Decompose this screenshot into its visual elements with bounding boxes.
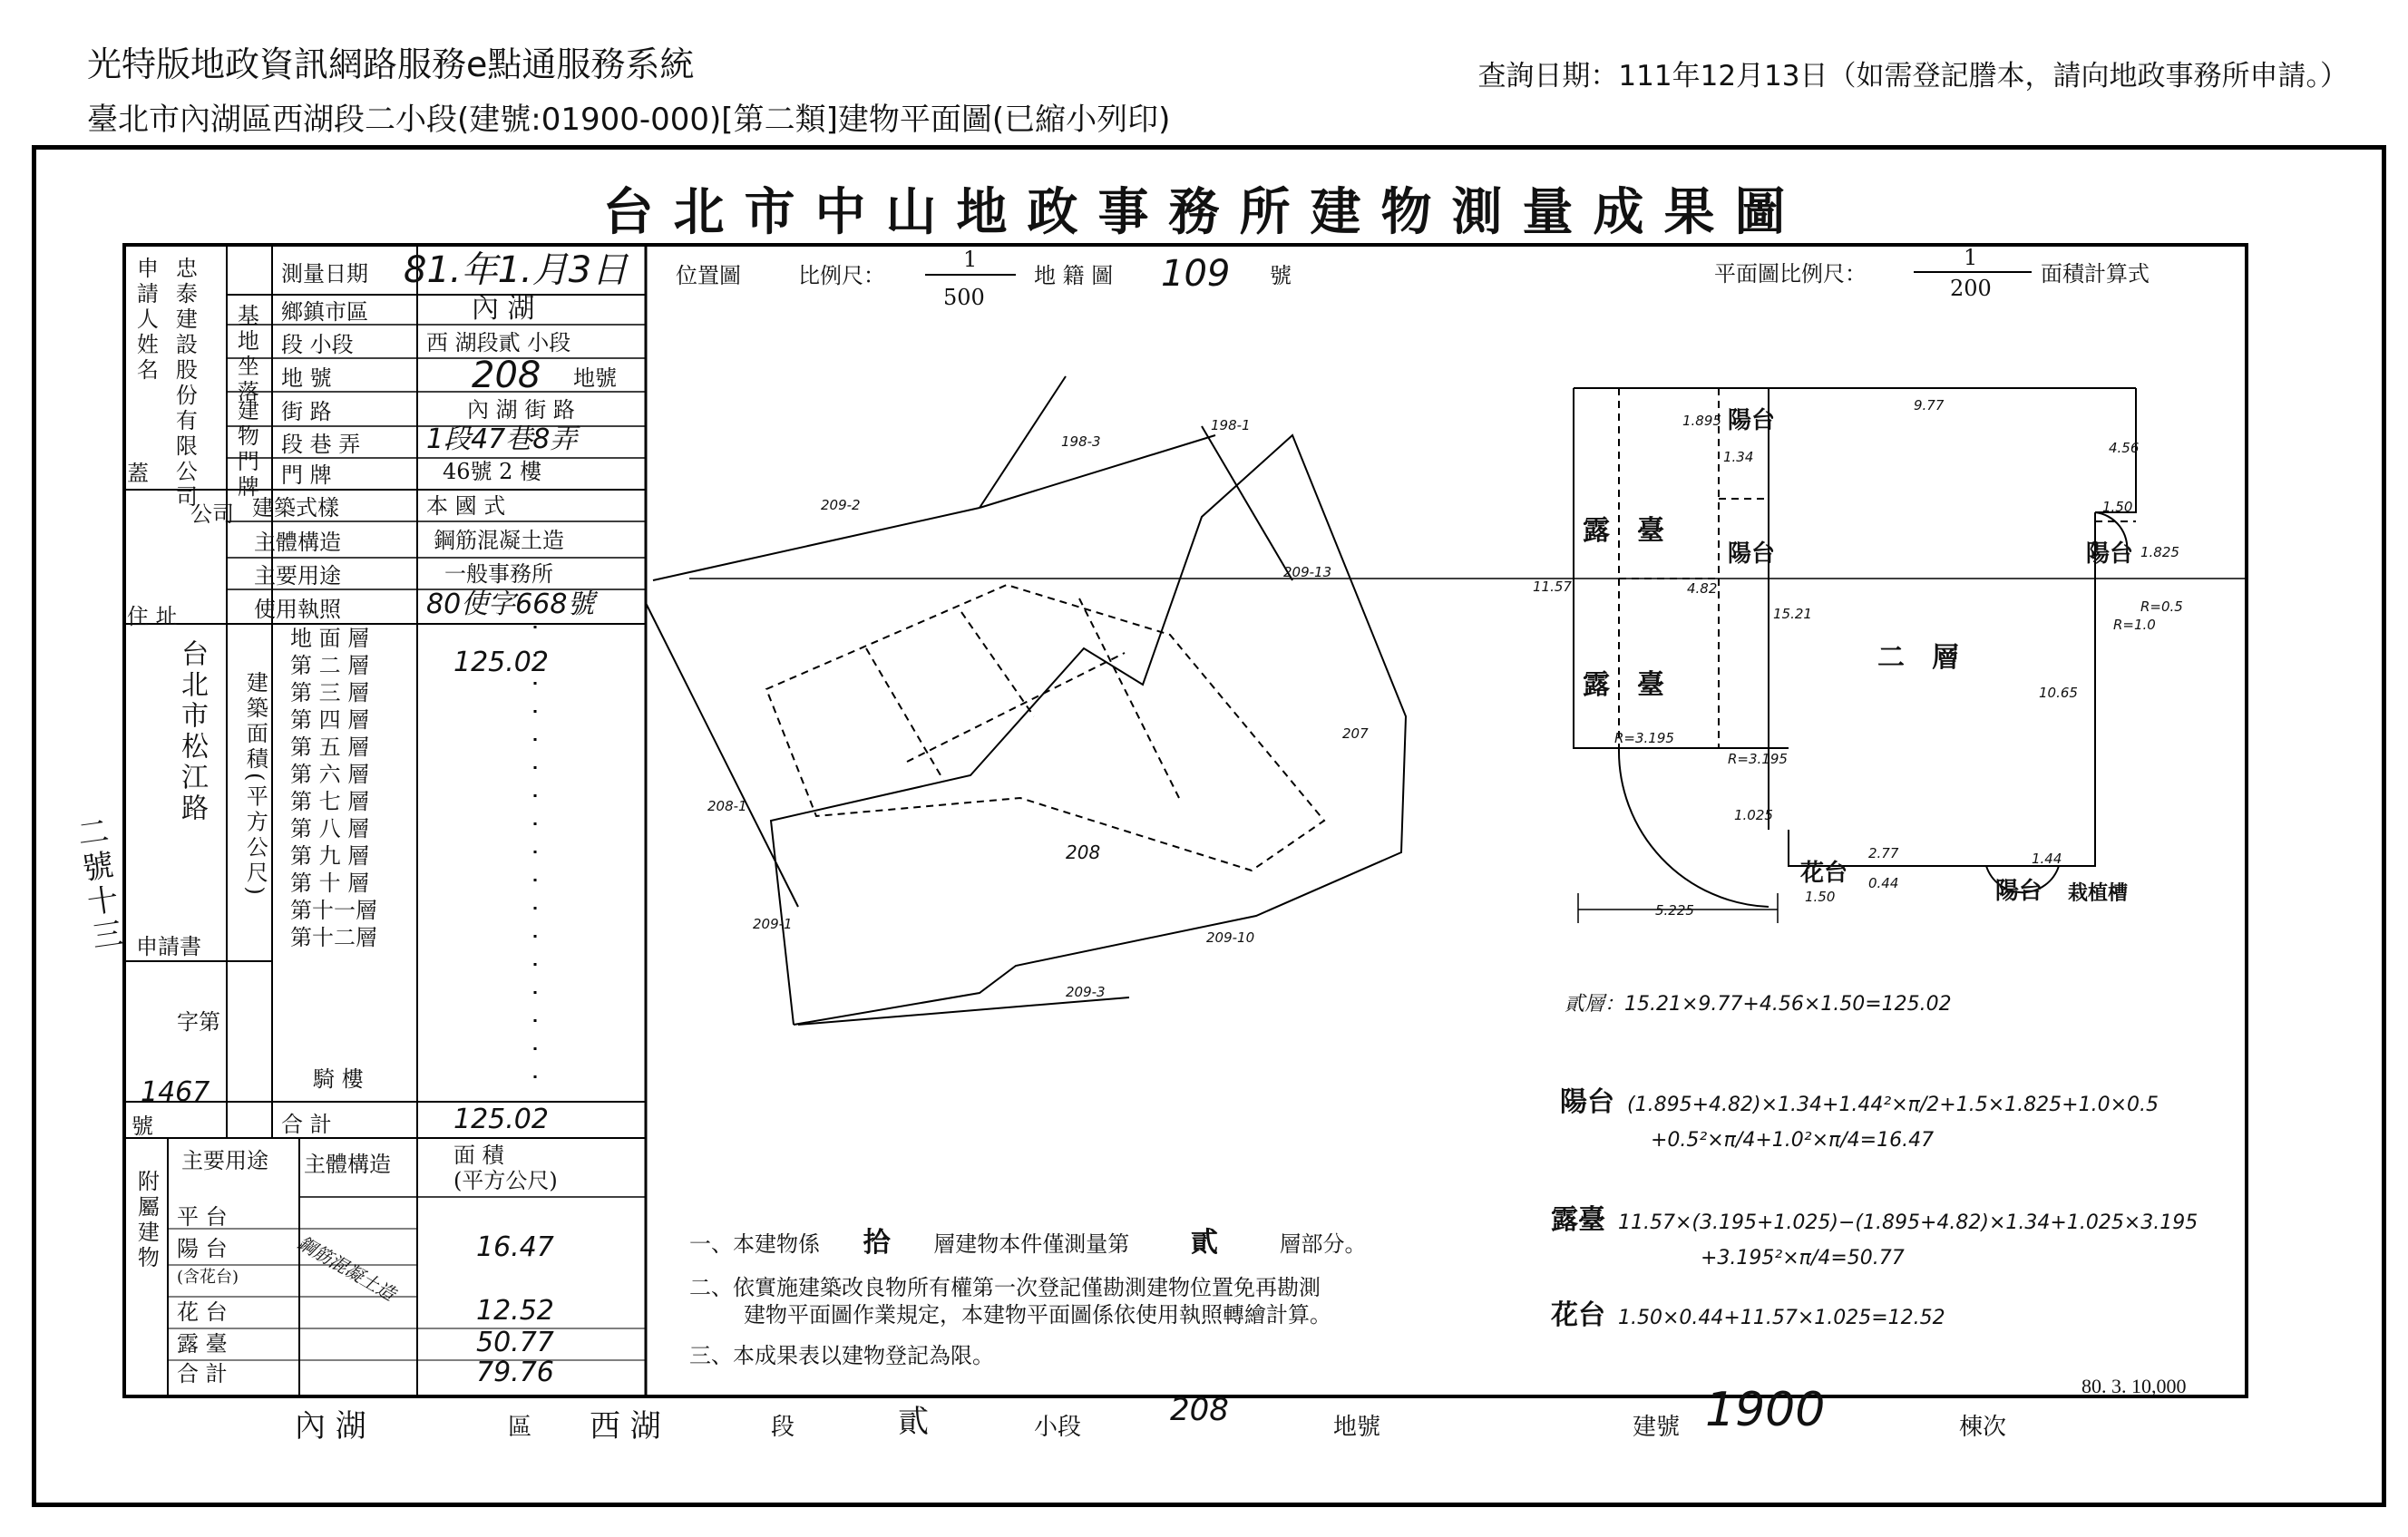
plan-dimension: R=3.195: [1614, 730, 1674, 746]
plan-dimension: 1.025: [1734, 807, 1773, 823]
location-map-label: 位置圖: [676, 263, 741, 288]
plan-dimension: R=3.195: [1728, 751, 1788, 767]
section-value: 西 湖段貳 小段: [426, 330, 571, 355]
footer-section-suffix: 段: [771, 1414, 795, 1441]
floor-name: 第 六 層: [290, 762, 370, 787]
plan-dimension: 1.50: [2102, 499, 2133, 515]
section-label: 段 小段: [281, 332, 354, 357]
street-label: 街 路: [281, 399, 332, 424]
floor-area-value: 125.02: [453, 647, 549, 678]
annex-row-value: 79.76: [476, 1357, 554, 1388]
query-date: 查詢日期：111年12月13日（如需登記謄本，請向地政事務所申請。）: [1477, 60, 2348, 92]
base-label: 基地坐落: [233, 304, 259, 405]
total-label: 合 計: [281, 1112, 332, 1137]
application-no: 1467: [141, 1076, 210, 1108]
floor-name: 第 二 層: [290, 653, 370, 678]
plan-calc-label: 面積計算式: [2041, 261, 2150, 287]
parcel-label: 208-1: [707, 798, 747, 814]
floor-name: 第 三 層: [290, 680, 370, 705]
annex-header-area: 面 積: [453, 1143, 504, 1168]
plan-label-balcony-4: 陽台: [1995, 878, 2043, 905]
plan-label-floor: 二層: [1877, 642, 1986, 674]
cadastral-map-no: 109: [1161, 253, 1231, 295]
note-1-b: 拾: [863, 1227, 891, 1259]
parcel-label: 209-3: [1066, 984, 1106, 1000]
style-label: 建築式樣: [252, 495, 339, 520]
parcel-label: 207: [1342, 725, 1369, 742]
annex-row-value: 12.52: [476, 1295, 554, 1327]
township-label: 鄉鎮市區: [281, 299, 368, 325]
lot-suffix: 地號: [573, 365, 617, 391]
document-title: 台北市中山地政事務所建物測量成果圖: [602, 182, 1806, 242]
parcel-center-label: 208: [1066, 841, 1101, 863]
plan-dimension: 4.82: [1687, 580, 1718, 597]
seal-label: 蓋: [127, 461, 149, 486]
location-scale-den: 500: [943, 285, 985, 310]
location-map-building: [766, 585, 1324, 871]
parcel-label: 198-1: [1211, 417, 1251, 433]
floor-name: 第 七 層: [290, 789, 370, 814]
plan-dimension: R=0.5: [2140, 598, 2183, 615]
arcade-label: 騎 樓: [313, 1066, 364, 1092]
calc-terrace-1: 11.57×(3.195+1.025)−(1.895+4.82)×1.34+1.025×3.195: [1618, 1211, 2198, 1234]
annex-side-label: 附屬建物: [133, 1170, 160, 1271]
plan-dimension: 2.77: [1868, 845, 1899, 861]
calc-flower-row-1: [1551, 1292, 1945, 1332]
annex-header-use: 主要用途: [181, 1148, 268, 1173]
annex-header-area-unit: (平方公尺): [453, 1168, 558, 1193]
application-suffix: 號: [132, 1114, 153, 1139]
parcel-label: 209-13: [1283, 564, 1332, 580]
system-name: 光特版地政資訊網路服務e點通服務系統: [87, 44, 695, 84]
applicant-label: 申請人姓名: [132, 257, 159, 384]
style-value: 本 國 式: [426, 493, 506, 519]
license-label: 使用執照: [254, 597, 341, 622]
note-2-b: 建物平面圖作業規定，本建物平面圖係依使用執照轉繪計算。: [744, 1302, 1331, 1328]
parcel-label: 209-10: [1206, 929, 1255, 946]
plan-dimension: R=1.0: [2113, 617, 2156, 633]
plan-label-terrace-1: 露臺: [1583, 515, 1691, 547]
plan-label-planter: 栽植槽: [2068, 881, 2129, 905]
note-1-c: 層建物本件僅測量第: [933, 1231, 1130, 1257]
document-subtitle: 臺北市內湖區西湖段二小段(建號:01900-000)[第二類]建物平面圖(已縮小列印): [87, 102, 1171, 138]
plan-dimension: 15.21: [1773, 606, 1812, 622]
number-value: 46號 2 樓: [443, 459, 542, 484]
calc-balcony-1: (1.895+4.82)×1.34+1.44²×π/2+1.5×1.825+1.0×0.5: [1627, 1094, 2159, 1116]
plan-label-flower-bed: 花台: [1800, 860, 1848, 887]
door-label: 建物門牌: [233, 399, 259, 501]
calc-flower-label: 花台: [1551, 1299, 1605, 1331]
plan-dimension: 1.44: [2032, 851, 2062, 867]
calc-terrace-2: +3.195²×π/4=50.77: [1701, 1247, 1905, 1269]
lane-value: 1段47巷8弄: [426, 423, 578, 455]
plan-dimension: 1.50: [1805, 889, 1836, 905]
annex-header-structure: 主體構造: [304, 1152, 391, 1177]
calc-terrace-label: 露臺: [1551, 1204, 1605, 1236]
address-label: 住 址: [127, 604, 178, 629]
structure-value: 鋼筋混凝土造: [434, 528, 564, 553]
company-label: 公司: [190, 501, 234, 527]
area-label: 建築面積(平方公尺): [242, 671, 268, 899]
footer-lot: 208: [1170, 1392, 1229, 1428]
footer-building-no: 1900: [1705, 1383, 1826, 1437]
use-value: 一般事務所: [444, 561, 553, 587]
annex-row-value: 16.47: [476, 1231, 554, 1263]
plan-dimension: 5.225: [1655, 902, 1694, 919]
note-1-a: 一、本建物係: [689, 1231, 820, 1257]
calc-second-floor: 貳層：15.21×9.77+4.56×1.50=125.02: [1565, 993, 1952, 1016]
parcel-label: 209-2: [821, 497, 861, 513]
floor-name: 第 十 層: [290, 871, 370, 896]
plan-dimension: 10.65: [2039, 685, 2078, 701]
note-2-a: 二、依實施建築改良物所有權第一次登記僅勘測建物位置免再勘測: [689, 1275, 1321, 1300]
plan-dimension: 4.56: [2109, 440, 2140, 456]
calc-flower-1: 1.50×0.44+11.57×1.025=12.52: [1618, 1307, 1945, 1329]
margin-note: 二號十三: [70, 813, 125, 956]
annex-row-value: 50.77: [476, 1327, 554, 1358]
plan-scale-den: 200: [1950, 276, 1992, 301]
footer-lot-suffix: 地號: [1333, 1414, 1381, 1441]
lot-value: 208: [472, 355, 541, 396]
annex-row-name: 露 臺: [177, 1331, 228, 1357]
floor-name: 第 四 層: [290, 707, 370, 733]
floor-name: 第十一層: [290, 898, 377, 923]
form-code: 80. 3. 10,000: [2081, 1375, 2187, 1397]
location-scale-num: 1: [963, 247, 978, 272]
cadastral-map-label: 地 籍 圖: [1034, 263, 1114, 288]
calc-balcony-label: 陽台: [1560, 1086, 1614, 1118]
number-label: 門 牌: [281, 462, 332, 488]
plan-label-balcony-2: 陽台: [1728, 540, 1776, 568]
location-scale-label: 比例尺：: [798, 263, 885, 288]
footer-subsection: 貳: [898, 1404, 929, 1440]
application-label: 申請書: [136, 934, 201, 959]
floor-name: 地 面 層: [290, 626, 370, 651]
plan-dimension: 1.895: [1682, 413, 1721, 429]
structure-label: 主體構造: [254, 530, 341, 555]
annex-row-name: 花 台: [177, 1299, 228, 1325]
license-value: 80使字668號: [426, 589, 595, 620]
application-word: 字第: [177, 1009, 220, 1035]
annex-structure-value: 鋼筋混凝土造: [294, 1231, 399, 1306]
plan-scale-label: 平面圖比例尺：: [1714, 261, 1867, 287]
plan-label-balcony-3: 陽台: [2086, 540, 2134, 568]
footer-building-no-label: 建號: [1633, 1414, 1681, 1441]
note-3: 三、本成果表以建物登記為限。: [689, 1343, 994, 1368]
parcel-label: 198-3: [1061, 433, 1101, 450]
footer-section: 西 湖: [590, 1408, 661, 1445]
floor-name: 第十二層: [290, 925, 377, 950]
lane-label: 段 巷 弄: [281, 432, 361, 457]
calc-balcony-row-1: [1560, 1079, 2159, 1119]
address-value: 台北市松江路: [176, 639, 208, 824]
street-value: 內 湖 街 路: [467, 397, 575, 423]
plan-dimension: 0.44: [1868, 875, 1899, 891]
note-1-d: 貳: [1190, 1227, 1218, 1259]
plan-dimension: 1.825: [2140, 544, 2179, 560]
floor-plan-outline: [1574, 388, 2136, 907]
annex-row-name: 陽 台: [177, 1236, 228, 1261]
calc-terrace-row-1: [1551, 1197, 2198, 1237]
total-value: 125.02: [453, 1104, 549, 1135]
annex-row-name: 平 台: [177, 1204, 228, 1230]
plan-label-balcony-1: 陽台: [1728, 407, 1776, 434]
plan-dimension: 11.57: [1533, 579, 1572, 595]
floor-name: 第 五 層: [290, 734, 370, 760]
survey-date-label: 測量日期: [281, 261, 368, 287]
calc-balcony-2: +0.5²×π/4+1.0²×π/4=16.47: [1651, 1129, 1935, 1152]
survey-date-value: 81.年1.月3日: [404, 249, 629, 291]
annex-row-name: (含花台): [177, 1268, 239, 1287]
cadastral-map-suffix: 號: [1270, 263, 1292, 288]
annex-row-name: 合 計: [177, 1361, 228, 1386]
footer-district: 內 湖: [295, 1408, 366, 1445]
plan-scale-num: 1: [1964, 245, 1978, 270]
use-label: 主要用途: [254, 563, 341, 589]
footer-building-no-suffix: 棟次: [1959, 1414, 2007, 1441]
lot-label: 地 號: [281, 365, 332, 391]
parcel-label: 209-1: [753, 916, 793, 932]
township-value: 內 湖: [472, 293, 535, 325]
footer-subsection-suffix: 小段: [1034, 1414, 1082, 1441]
floor-name: 第 九 層: [290, 843, 370, 869]
floor-name: 第 八 層: [290, 816, 370, 841]
plan-label-terrace-2: 露臺: [1583, 669, 1691, 701]
note-1-e: 層部分。: [1279, 1231, 1367, 1257]
note-1: [689, 1220, 1367, 1260]
plan-dimension: 9.77: [1914, 397, 1945, 413]
plan-dimension: 1.34: [1723, 449, 1754, 465]
footer-district-suffix: 區: [508, 1414, 532, 1441]
applicant-name: 忠泰建設股份有限公司: [171, 257, 198, 511]
